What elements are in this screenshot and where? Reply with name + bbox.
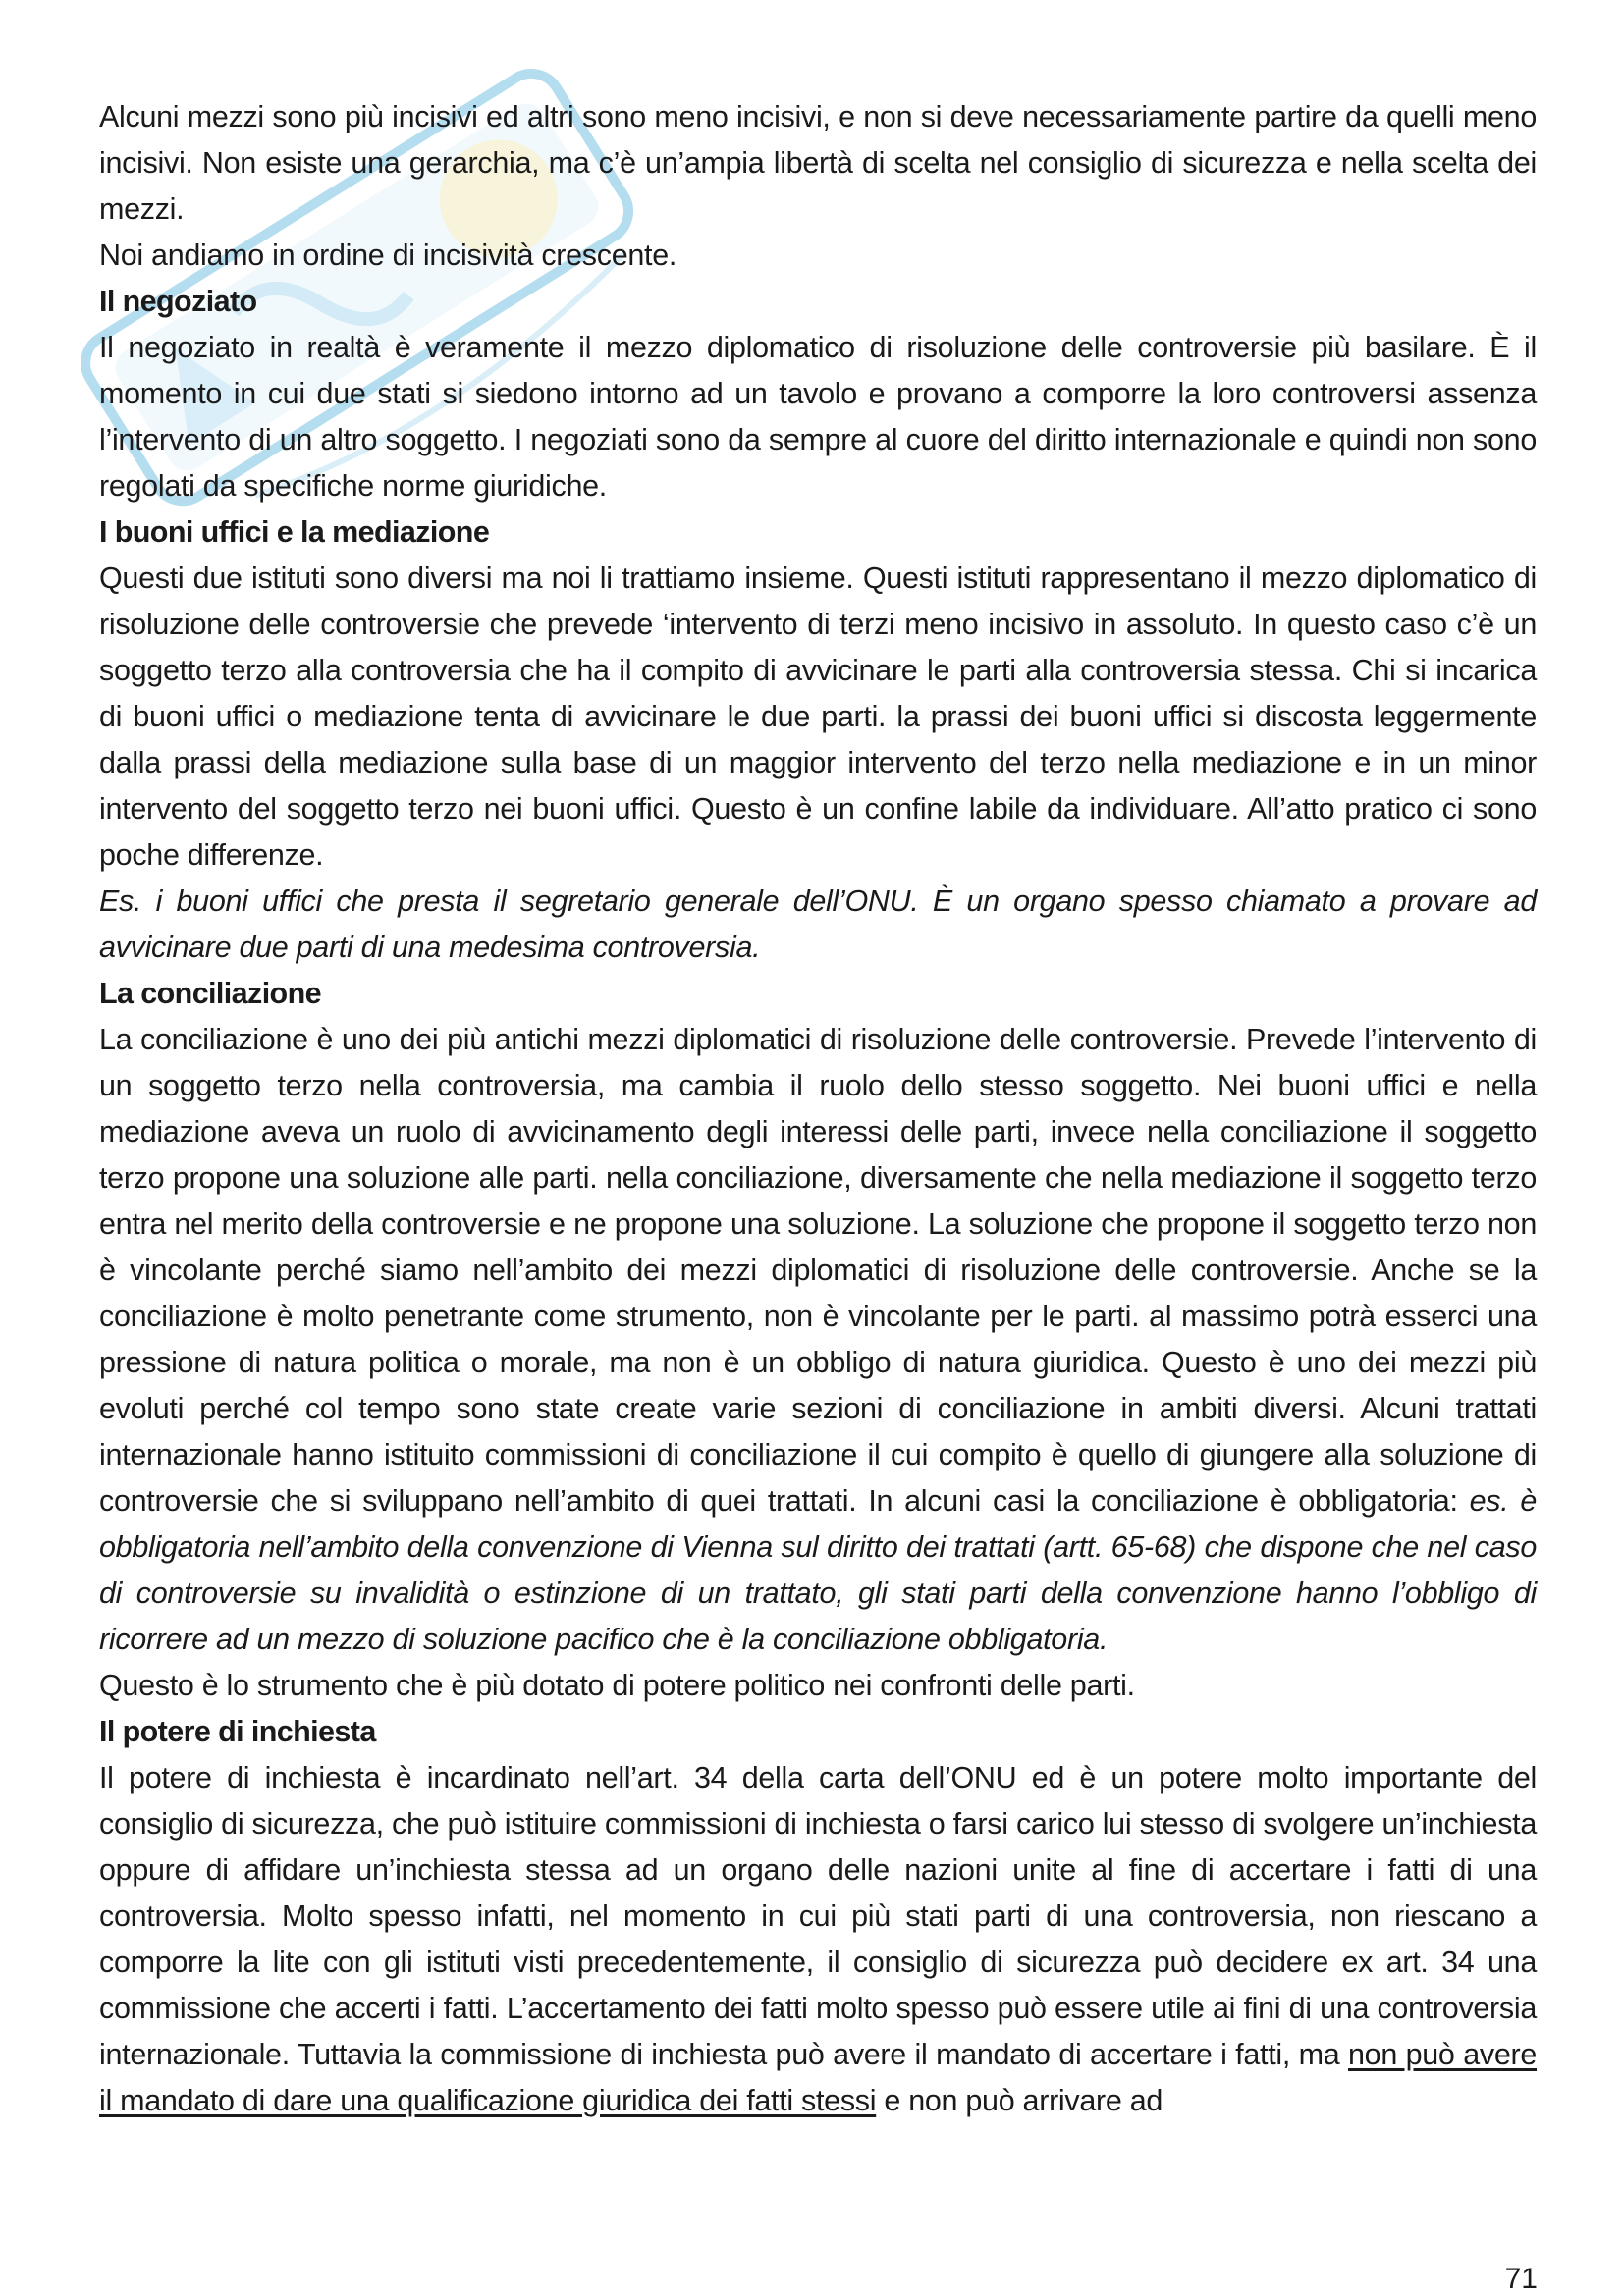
buoni-uffici-example [99,879,1537,971]
heading-inchiesta: Il potere di inchiesta [99,1715,376,1748]
example-text: Es. i buoni uffici che presta il segretario generale dell’ONU. È un organo spesso chiamato a provare ad avvicinare due parti di una medesima controversia. [99,884,1537,964]
heading-buoni-uffici: I buoni uffici e la mediazione [99,515,490,549]
conciliazione-text: La conciliazione è uno dei più antichi mezzi diplomatici di risoluzione delle controversie. Prevede l’intervento di un soggetto terzo nella controversia, ma cambia il ruolo dello stesso soggetto. Nei buoni uffici e nella mediazione aveva un ruolo di avvicinamento degli interessi delle parti, invece nella conciliazione il soggetto terzo propone una soluzione alle parti. nella conciliazione, diversamente che nella mediazione il soggetto terzo entra nel merito della controversie e ne propone una soluzione. La soluzione che propone il soggetto terzo non è vincolante perché siamo nell’ambito dei mezzi diplomatici di risoluzione delle controversie. Anche se la conciliazione è molto penetrante come strumento, non è vincolante per le parti. al massimo potrà esserci una pressione di natura politica o morale, ma non è un obbligo di natura giuridica. Questo è uno dei mezzi più evoluti perché col tempo sono state create varie sezioni di conciliazione in ambiti diversi. Alcuni trattati internazionale hanno istituito commissioni di conciliazione il cui compito è quello di giungere alla soluzione di controversie che si sviluppano nell’ambito di quei trattati. In alcuni casi la conciliazione è obbligatoria: [99,1023,1537,1518]
negoziato-paragraph: Il negoziato in realtà è veramente il mezzo diplomatico di risoluzione delle controversie più basilare. È il momento in cui due stati si siedono intorno ad un tavolo e provano a comporre la loro controversi assenza l’intervento di un altro soggetto. I negoziati sono da sempre al cuore del diritto internazionale e quindi non sono regolati da specifiche norme giuridiche. [99,331,1537,503]
heading-conciliazione: La conciliazione [99,977,321,1010]
inchiesta-text-end: e non può arrivare ad [876,2084,1163,2117]
inchiesta-text: Il potere di inchiesta è incardinato nell’art. 34 della carta dell’ONU ed è un potere molto importante del consiglio di sicurezza, che può istituire commissioni di inchiesta o farsi carico lui stesso di svolgere un’inchiesta oppure di affidare un’inchiesta stessa ad un organo delle nazioni unite al fine di accertare i fatti di una controversia. Molto spesso infatti, nel momento in cui più stati parti di una controversia, non riescano a comporre la lite con gli istituti visti precedentemente, il consiglio di sicurezza può decidere ex art. 34 una commissione che accerti i fatti. L’accertamento dei fatti molto spesso può essere utile ai fini di una controversia internazionale. Tuttavia la commissione di inchiesta può avere il mandato di accertare i fatti, ma [99,1761,1537,2071]
conciliazione-paragraph [99,1017,1537,1663]
conciliazione-example: es. è obbligatoria nell’ambito della convenzione di Vienna sul diritto dei trattati (artt. 65-68) che dispone che nel caso di controversie su invalidità o estinzione di un trattato, gli stati parti della convenzione hanno l’obbligo di ricorrere ad un mezzo di soluzione pacifico che è la conciliazione obbligatoria. [99,1484,1537,1656]
buoni-uffici-paragraph: Questi due istituti sono diversi ma noi li trattiamo insieme. Questi istituti rappresentano il mezzo diplomatico di risoluzione delle controversie che prevede ‘intervento di terzi meno incisivo in assoluto. In questo caso c’è un soggetto terzo alla controversia che ha il compito di avvicinare le parti alla controversia stessa. Chi si incarica di buoni uffici o mediazione tenta di avvicinare le due parti. la prassi dei buoni uffici si discosta leggermente dalla prassi della mediazione sulla base di un maggior intervento del terzo nella mediazione e in un minor intervento del soggetto terzo nei buoni uffici. Questo è un confine labile da individuare. All’atto pratico ci sono poche differenze. [99,561,1537,872]
page-number: 71 [1504,2263,1538,2295]
document-page [99,94,1537,2124]
intro-paragraph: Alcuni mezzi sono più incisivi ed altri sono meno incisivi, e non si deve necessariamente partire da quelli meno incisivi. Non esiste una gerarchia, ma c’è un’ampia libertà di scelta nel consiglio di sicurezza e nella scelta dei mezzi. [99,100,1537,226]
heading-negoziato: Il negoziato [99,285,257,318]
inchiesta-underlined: non può avere il mandato di dare una qualificazione giuridica dei fatti stessi [99,2038,1538,2117]
conciliazione-note: Questo è lo strumento che è più dotato di potere politico nei confronti delle parti. [99,1669,1135,1702]
inchiesta-paragraph [99,1755,1537,2124]
intro-note: Noi andiamo in ordine di incisività crescente. [99,239,677,272]
